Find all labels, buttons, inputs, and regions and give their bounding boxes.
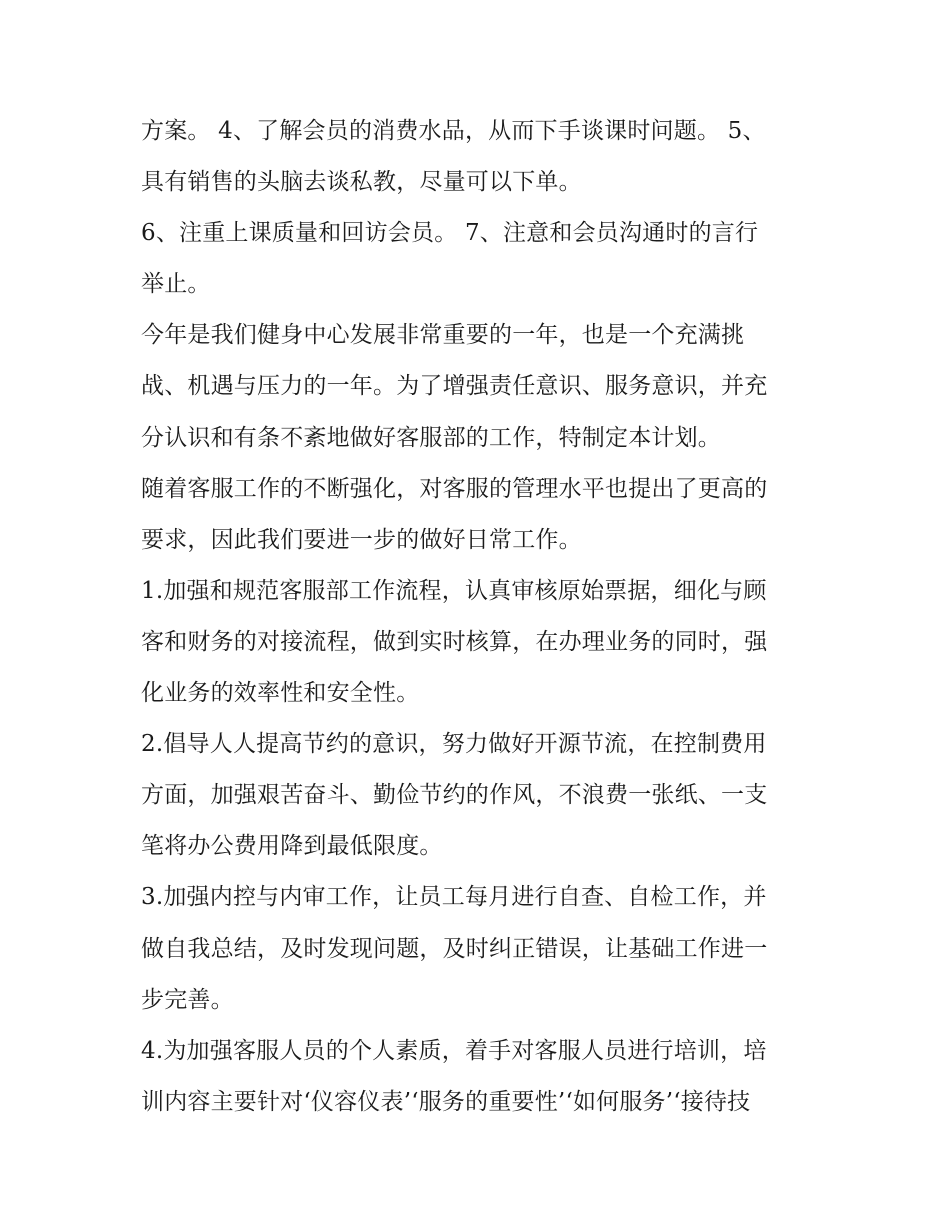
- text-line: 做自我总结，及时发现问题，及时纠正错误，让基础工作进一: [141, 935, 768, 962]
- text-line: 随着客服工作的不断强化，对客服的管理水平也提出了更高的: [141, 475, 768, 502]
- text-line: 1.加强和规范客服部工作流程，认真审核原始票据，细化与顾: [141, 577, 767, 604]
- text-line: 客和财务的对接流程，做到实时核算，在办理业务的同时，强: [141, 628, 768, 655]
- document-body: [141, 106, 821, 1128]
- text-line: 2.倡导人人提高节约的意识，努力做好开源节流，在控制费用: [141, 731, 767, 758]
- text-line: 分认识和有条不紊地做好客服部的工作，特制定本计划。: [141, 424, 721, 451]
- text-line: 笔将办公费用降到最低限度。: [141, 833, 443, 860]
- text-line: 方案。 4、了解会员的消费水品，从而下手谈课时问题。 5、: [141, 118, 766, 144]
- text-line: 化业务的效率性和安全性。: [141, 680, 420, 707]
- text-line: 战、机遇与压力的一年。为了增强责任意识、服务意识，并充: [141, 373, 768, 400]
- text-line: 方面，加强艰苦奋斗、勤俭节约的作风，不浪费一张纸、一支: [141, 782, 768, 809]
- text-line: 要求，因此我们要进一步的做好日常工作。: [141, 526, 582, 553]
- text-line: 举止。: [141, 271, 211, 298]
- text-line: 具有销售的头脑去谈私教，尽量可以下单。: [141, 169, 582, 196]
- text-line: 步完善。: [141, 986, 234, 1013]
- text-line: 今年是我们健身中心发展非常重要的一年，也是一个充满挑: [141, 322, 745, 349]
- text-line: 训内容主要针对‘仪容仪表’‘服务的重要性’‘如何服务’‘接待技: [141, 1088, 751, 1115]
- text-line: 3.加强内控与内审工作，让员工每月进行自查、自检工作，并: [141, 884, 767, 911]
- text-line: 4.为加强客服人员的个人素质，着手对客服人员进行培训，培: [141, 1037, 767, 1064]
- text-line: 6、注重上课质量和回访会员。 7、注意和会员沟通时的言行: [141, 220, 759, 247]
